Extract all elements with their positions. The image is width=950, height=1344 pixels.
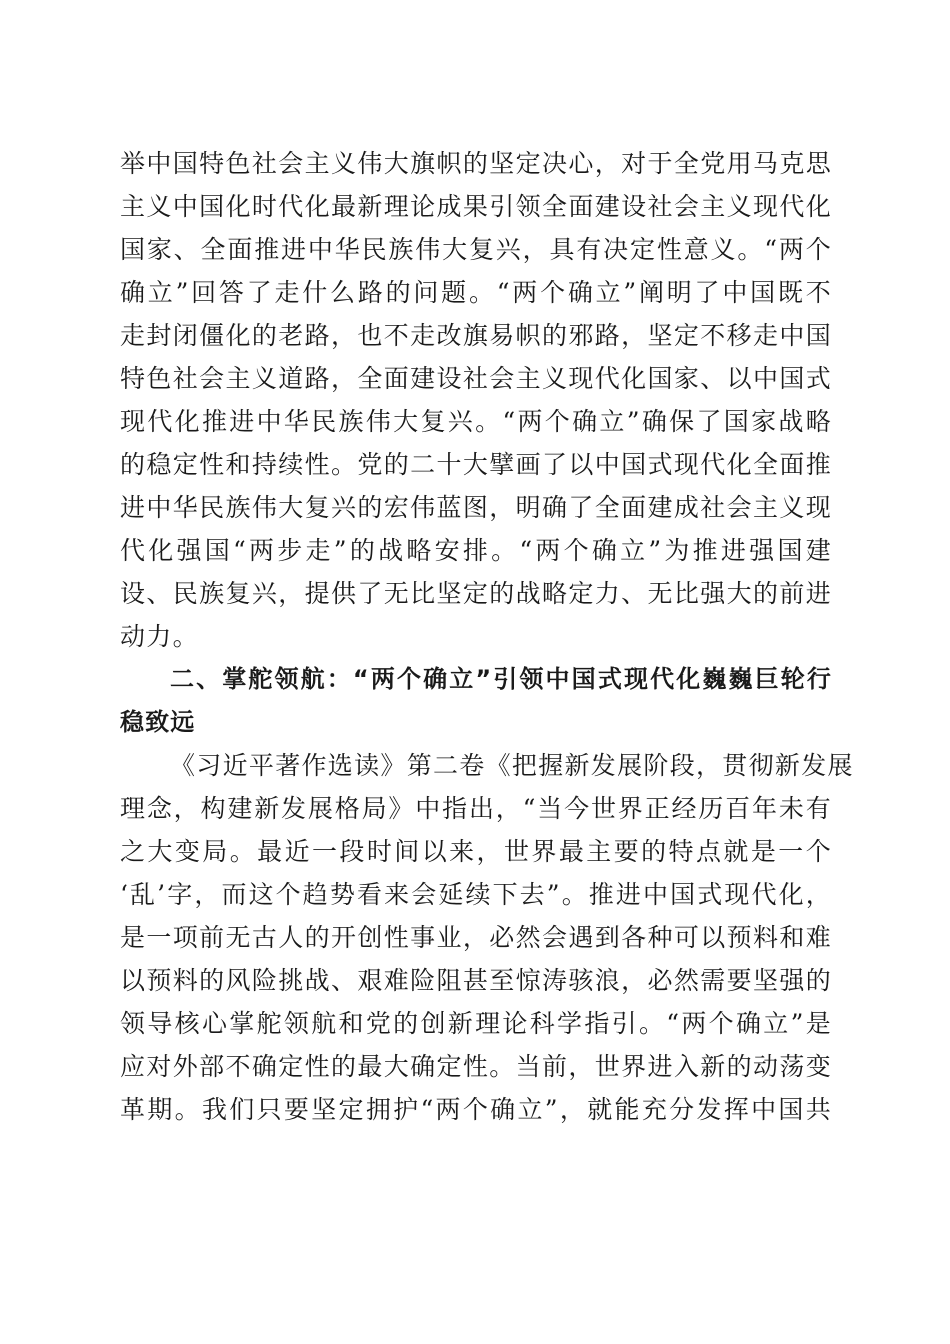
paragraph-line: 应对外部不确定性的最大确定性。当前，世界进入新的动荡变 bbox=[120, 1052, 832, 1081]
heading-line: 稳致远 bbox=[120, 708, 196, 736]
paragraph-1 bbox=[120, 142, 832, 658]
paragraph-line: ‘乱’字，而这个趋势看来会延续下去”。推进中国式现代化， bbox=[120, 880, 832, 909]
paragraph-line: 领导核心掌舵领航和党的创新理论科学指引。“两个确立”是 bbox=[120, 1009, 832, 1038]
paragraph-line: 国家、全面推进中华民族伟大复兴，具有决定性意义。“两个 bbox=[120, 235, 832, 264]
paragraph-line: 举中国特色社会主义伟大旗帜的坚定决心，对于全党用马克思 bbox=[120, 149, 832, 178]
paragraph-line: 之大变局。最近一段时间以来，世界最主要的特点就是一个 bbox=[120, 837, 832, 866]
paragraph-line: 现代化推进中华民族伟大复兴。“两个确立”确保了国家战略 bbox=[120, 407, 832, 436]
paragraph-line: 的稳定性和持续性。党的二十大擘画了以中国式现代化全面推 bbox=[120, 450, 832, 479]
paragraph-line: 代化强国“两步走”的战略安排。“两个确立”为推进强国建 bbox=[120, 536, 832, 565]
paragraph-line: 设、民族复兴，提供了无比坚定的战略定力、无比强大的前进 bbox=[120, 579, 832, 608]
paragraph-line: 动力。 bbox=[120, 622, 199, 651]
document-body bbox=[120, 142, 854, 1131]
paragraph-line: 走封闭僵化的老路，也不走改旗易帜的邪路，坚定不移走中国 bbox=[120, 321, 832, 350]
paragraph-line: 主义中国化时代化最新理论成果引领全面建设社会主义现代化 bbox=[120, 192, 832, 221]
paragraph-line: 《习近平著作选读》第二卷《把握新发展阶段，贯彻新发展 bbox=[170, 751, 854, 780]
paragraph-line: 特色社会主义道路，全面建设社会主义现代化国家、以中国式 bbox=[120, 364, 832, 393]
paragraph-2 bbox=[120, 744, 854, 1131]
section-heading bbox=[120, 658, 832, 744]
heading-line: 二、掌舵领航：“两个确立”引领中国式现代化巍巍巨轮行 bbox=[170, 665, 832, 693]
paragraph-line: 以预料的风险挑战、艰难险阻甚至惊涛骇浪，必然需要坚强的 bbox=[120, 966, 832, 995]
paragraph-line: 理念，构建新发展格局》中指出，“当今世界正经历百年未有 bbox=[120, 794, 832, 823]
paragraph-line: 革期。我们只要坚定拥护“两个确立”，就能充分发挥中国共 bbox=[120, 1095, 832, 1124]
paragraph-line: 确立”回答了走什么路的问题。“两个确立”阐明了中国既不 bbox=[120, 278, 832, 307]
paragraph-line: 是一项前无古人的开创性事业，必然会遇到各种可以预料和难 bbox=[120, 923, 832, 952]
paragraph-line: 进中华民族伟大复兴的宏伟蓝图，明确了全面建成社会主义现 bbox=[120, 493, 832, 522]
